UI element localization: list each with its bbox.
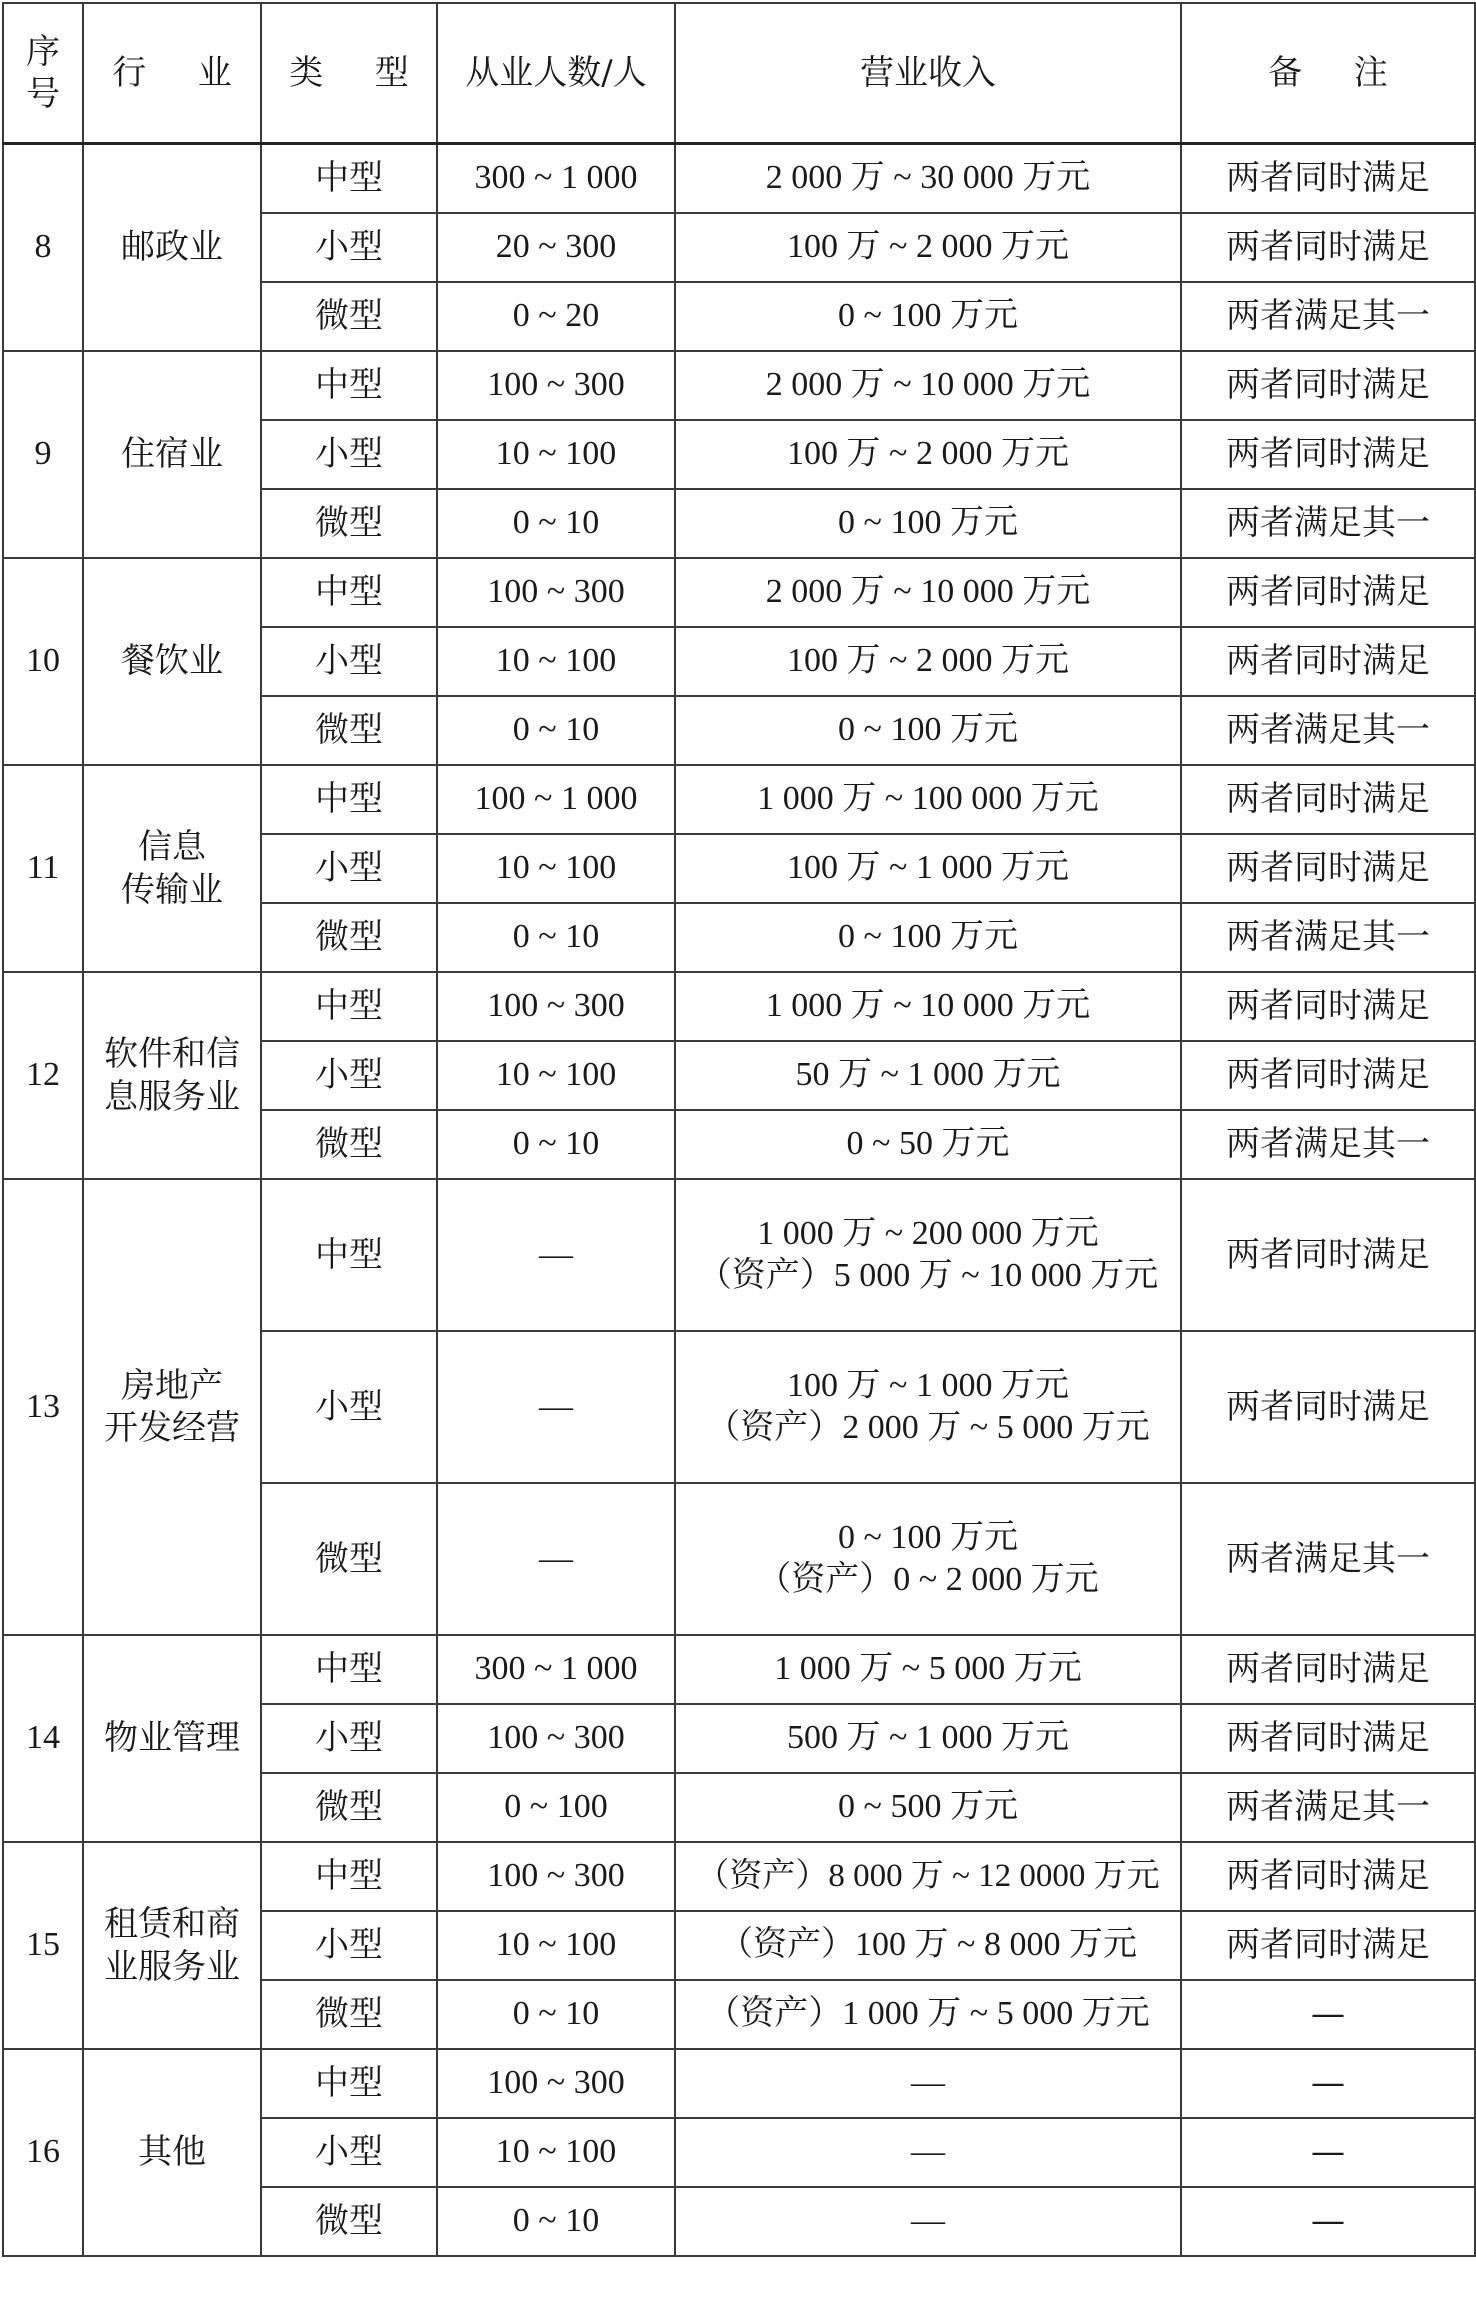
industry-cell: 邮政业 (83, 144, 261, 352)
type-cell: 中型 (261, 1842, 437, 1911)
employees-cell: 0 ~ 10 (437, 903, 675, 972)
revenue-cell: 2 000 万 ~ 30 000 万元 (675, 144, 1181, 214)
type-cell: 小型 (261, 627, 437, 696)
header-employees: 从业人数/人 (437, 3, 675, 144)
note-cell: 两者满足其一 (1181, 282, 1475, 351)
type-cell: 小型 (261, 2118, 437, 2187)
note-cell: 两者满足其一 (1181, 1483, 1475, 1635)
note-cell: — (1181, 2187, 1475, 2256)
note-cell: 两者同时满足 (1181, 627, 1475, 696)
note-cell: 两者同时满足 (1181, 1704, 1475, 1773)
employees-cell: 0 ~ 10 (437, 2187, 675, 2256)
seq-cell: 8 (3, 144, 83, 352)
type-cell: 中型 (261, 1635, 437, 1704)
employees-cell: 0 ~ 20 (437, 282, 675, 351)
seq-cell: 15 (3, 1842, 83, 2049)
employees-cell: 10 ~ 100 (437, 420, 675, 489)
employees-cell: — (437, 1331, 675, 1483)
table-row (3, 1842, 1475, 1911)
revenue-cell: 100 万 ~ 2 000 万元 (675, 213, 1181, 282)
revenue-cell: 1 000 万 ~ 5 000 万元 (675, 1635, 1181, 1704)
seq-cell: 13 (3, 1179, 83, 1635)
employees-cell: 0 ~ 100 (437, 1773, 675, 1842)
type-cell: 小型 (261, 213, 437, 282)
note-cell: 两者同时满足 (1181, 1179, 1475, 1331)
employees-cell: 100 ~ 1 000 (437, 765, 675, 834)
revenue-cell: （资产）8 000 万 ~ 12 0000 万元 (675, 1842, 1181, 1911)
type-cell: 微型 (261, 2187, 437, 2256)
revenue-cell: 500 万 ~ 1 000 万元 (675, 1704, 1181, 1773)
type-cell: 微型 (261, 903, 437, 972)
note-cell: 两者满足其一 (1181, 489, 1475, 558)
header-revenue: 营业收入 (675, 3, 1181, 144)
type-cell: 中型 (261, 144, 437, 214)
type-cell: 微型 (261, 1980, 437, 2049)
table-row (3, 351, 1475, 420)
type-cell: 微型 (261, 1773, 437, 1842)
industry-cell: 餐饮业 (83, 558, 261, 765)
revenue-cell: 50 万 ~ 1 000 万元 (675, 1041, 1181, 1110)
note-cell: 两者同时满足 (1181, 213, 1475, 282)
industry-cell: 信息 传输业 (83, 765, 261, 972)
employees-cell: 100 ~ 300 (437, 1842, 675, 1911)
industry-cell: 租赁和商 业服务业 (83, 1842, 261, 2049)
type-cell: 小型 (261, 1704, 437, 1773)
revenue-cell: 100 万 ~ 2 000 万元 (675, 627, 1181, 696)
type-cell: 中型 (261, 765, 437, 834)
employees-cell: 0 ~ 10 (437, 1980, 675, 2049)
revenue-cell: 1 000 万 ~ 10 000 万元 (675, 972, 1181, 1041)
revenue-cell: 1 000 万 ~ 100 000 万元 (675, 765, 1181, 834)
revenue-cell: 0 ~ 100 万元 （资产）0 ~ 2 000 万元 (675, 1483, 1181, 1635)
industry-cell: 物业管理 (83, 1635, 261, 1842)
revenue-cell: （资产）1 000 万 ~ 5 000 万元 (675, 1980, 1181, 2049)
employees-cell: 0 ~ 10 (437, 696, 675, 765)
revenue-cell: 0 ~ 100 万元 (675, 489, 1181, 558)
table-row (3, 1179, 1475, 1331)
type-cell: 小型 (261, 1331, 437, 1483)
note-cell: 两者满足其一 (1181, 1110, 1475, 1179)
seq-cell: 12 (3, 972, 83, 1179)
type-cell: 微型 (261, 1483, 437, 1635)
employees-cell: 100 ~ 300 (437, 2049, 675, 2118)
revenue-cell: 0 ~ 100 万元 (675, 282, 1181, 351)
table-row (3, 1635, 1475, 1704)
type-cell: 微型 (261, 489, 437, 558)
note-cell: 两者同时满足 (1181, 1842, 1475, 1911)
employees-cell: — (437, 1179, 675, 1331)
type-cell: 小型 (261, 1911, 437, 1980)
revenue-cell: 0 ~ 100 万元 (675, 903, 1181, 972)
note-cell: 两者同时满足 (1181, 972, 1475, 1041)
seq-cell: 11 (3, 765, 83, 972)
enterprise-size-table (2, 2, 1476, 2257)
header-type: 类 型 (261, 3, 437, 144)
employees-cell: 10 ~ 100 (437, 1041, 675, 1110)
note-cell: — (1181, 2118, 1475, 2187)
employees-cell: 10 ~ 100 (437, 834, 675, 903)
note-cell: — (1181, 1980, 1475, 2049)
employees-cell: — (437, 1483, 675, 1635)
revenue-cell: 2 000 万 ~ 10 000 万元 (675, 558, 1181, 627)
type-cell: 中型 (261, 1179, 437, 1331)
employees-cell: 100 ~ 300 (437, 558, 675, 627)
employees-cell: 0 ~ 10 (437, 489, 675, 558)
employees-cell: 100 ~ 300 (437, 972, 675, 1041)
type-cell: 微型 (261, 696, 437, 765)
header-note: 备 注 (1181, 3, 1475, 144)
seq-cell: 10 (3, 558, 83, 765)
note-cell: 两者满足其一 (1181, 903, 1475, 972)
header-industry: 行 业 (83, 3, 261, 144)
header-row (3, 3, 1475, 144)
type-cell: 中型 (261, 2049, 437, 2118)
type-cell: 微型 (261, 282, 437, 351)
table-row (3, 2049, 1475, 2118)
note-cell: 两者同时满足 (1181, 351, 1475, 420)
revenue-cell: 0 ~ 500 万元 (675, 1773, 1181, 1842)
employees-cell: 10 ~ 100 (437, 2118, 675, 2187)
revenue-cell: 100 万 ~ 1 000 万元 （资产）2 000 万 ~ 5 000 万元 (675, 1331, 1181, 1483)
seq-cell: 16 (3, 2049, 83, 2256)
employees-cell: 0 ~ 10 (437, 1110, 675, 1179)
type-cell: 小型 (261, 1041, 437, 1110)
employees-cell: 300 ~ 1 000 (437, 144, 675, 214)
note-cell: 两者同时满足 (1181, 834, 1475, 903)
revenue-cell: — (675, 2049, 1181, 2118)
revenue-cell: — (675, 2187, 1181, 2256)
revenue-cell: （资产）100 万 ~ 8 000 万元 (675, 1911, 1181, 1980)
type-cell: 微型 (261, 1110, 437, 1179)
revenue-cell: 1 000 万 ~ 200 000 万元 （资产）5 000 万 ~ 10 000 万元 (675, 1179, 1181, 1331)
table-row (3, 765, 1475, 834)
employees-cell: 10 ~ 100 (437, 1911, 675, 1980)
note-cell: 两者同时满足 (1181, 1041, 1475, 1110)
industry-cell: 房地产 开发经营 (83, 1179, 261, 1635)
note-cell: 两者同时满足 (1181, 1331, 1475, 1483)
note-cell: 两者同时满足 (1181, 765, 1475, 834)
employees-cell: 300 ~ 1 000 (437, 1635, 675, 1704)
type-cell: 中型 (261, 972, 437, 1041)
seq-cell: 14 (3, 1635, 83, 1842)
employees-cell: 100 ~ 300 (437, 351, 675, 420)
note-cell: 两者满足其一 (1181, 1773, 1475, 1842)
employees-cell: 100 ~ 300 (437, 1704, 675, 1773)
note-cell: 两者同时满足 (1181, 420, 1475, 489)
table-row (3, 972, 1475, 1041)
employees-cell: 10 ~ 100 (437, 627, 675, 696)
note-cell: 两者满足其一 (1181, 696, 1475, 765)
revenue-cell: 100 万 ~ 1 000 万元 (675, 834, 1181, 903)
revenue-cell: 0 ~ 100 万元 (675, 696, 1181, 765)
type-cell: 小型 (261, 834, 437, 903)
employees-cell: 20 ~ 300 (437, 213, 675, 282)
industry-cell: 其他 (83, 2049, 261, 2256)
revenue-cell: — (675, 2118, 1181, 2187)
type-cell: 中型 (261, 351, 437, 420)
industry-cell: 住宿业 (83, 351, 261, 558)
revenue-cell: 0 ~ 50 万元 (675, 1110, 1181, 1179)
seq-cell: 9 (3, 351, 83, 558)
note-cell: 两者同时满足 (1181, 1635, 1475, 1704)
type-cell: 小型 (261, 420, 437, 489)
note-cell: — (1181, 2049, 1475, 2118)
header-seq: 序 号 (3, 3, 83, 144)
note-cell: 两者同时满足 (1181, 558, 1475, 627)
revenue-cell: 2 000 万 ~ 10 000 万元 (675, 351, 1181, 420)
revenue-cell: 100 万 ~ 2 000 万元 (675, 420, 1181, 489)
table-row (3, 144, 1475, 214)
industry-cell: 软件和信 息服务业 (83, 972, 261, 1179)
table-row (3, 558, 1475, 627)
note-cell: 两者同时满足 (1181, 144, 1475, 214)
note-cell: 两者同时满足 (1181, 1911, 1475, 1980)
type-cell: 中型 (261, 558, 437, 627)
